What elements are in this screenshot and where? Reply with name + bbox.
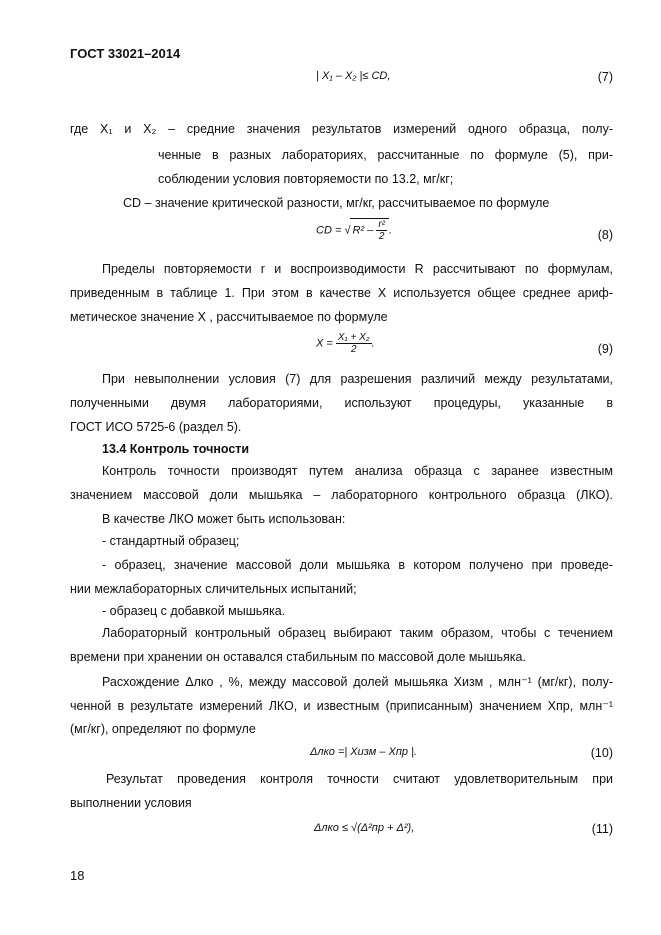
equation-7-number: (7) [597, 70, 613, 84]
paragraph-2-line-3: ГОСТ ИСО 5725-6 (раздел 5). [70, 420, 242, 434]
equation-7: | X₁ – X₂ |≤ CD, [316, 70, 391, 82]
paragraph-3-line-1: Контроль точности производят путем анализа образца с заранее известным [102, 464, 613, 478]
where-line-2: ченные в разных лабораториях, рассчитанные по формуле (5), при- [158, 148, 613, 162]
equation-8-radicand: R² – [352, 224, 374, 237]
equation-8-denominator: 2 [378, 231, 385, 242]
bullet-2-line-2: нии межлабораторных сличительных испытаний; [70, 582, 357, 596]
page-number: 18 [70, 868, 85, 883]
equation-11-number: (11) [591, 822, 613, 836]
bullet-2-line-1: - образец, значение массовой доли мышьяка в котором получено при проведе- [102, 558, 613, 572]
equation-8-lhs: CD = [316, 224, 342, 237]
paragraph-2-line-1: При невыполнении условия (7) для разрешения различий между результатами, [102, 372, 613, 386]
equation-9-lhs: X = [316, 337, 333, 350]
equation-8-number: (8) [597, 228, 613, 242]
paragraph-3-line-2: значением массовой доли мышьяка – лабораторного контрольного образца (ЛКО). [70, 488, 613, 502]
paragraph-2-line-2: полученными двумя лабораториями, используют процедуры, указанные в [70, 396, 613, 410]
paragraph-1-line-2: приведенным в таблице 1. При этом в качестве X используется общее среднее ариф- [70, 286, 613, 300]
document-header: ГОСТ 33021–2014 [70, 46, 181, 61]
equation-9-numerator: X₁ + X₂ [337, 332, 370, 343]
where-line-1: где X₁ и X₂ – средние значения результатов измерений одного образца, полу- [70, 122, 613, 136]
equation-8-tail: . [389, 224, 393, 237]
paragraph-7-line-2: выполнении условия [70, 796, 192, 810]
paragraph-5-line-1: Лабораторный контрольный образец выбирают таким образом, чтобы с течением [102, 626, 613, 640]
bullet-1: - стандартный образец; [102, 534, 240, 548]
equation-8: CD = √ R² – $\frac{\text{r²}}{2}$ . [316, 219, 393, 242]
equation-11: Δлко ≤ √(Δ²пр + Δ²), [314, 822, 415, 834]
paragraph-1-line-3: метическое значение X , рассчитываемое по формуле [70, 310, 388, 324]
equation-9-tail: . [371, 337, 375, 350]
paragraph-1-line-1: Пределы повторяемости r и воспроизводимости R рассчитывают по формулам, [102, 262, 613, 276]
bullet-3: - образец с добавкой мышьяка. [102, 604, 286, 618]
equation-9 [316, 332, 375, 355]
paragraph-5-line-2: времени при хранении он оставался стабильным по массовой доле мышьяка. [70, 650, 526, 664]
paragraph-6-line-3: (мг/кг), определяют по формуле [70, 722, 256, 736]
paragraph-7-line-1: Результат проведения контроля точности считают удовлетворительным при [106, 772, 613, 786]
section-heading: 13.4 Контроль точности [102, 442, 250, 456]
equation-10-number: (10) [590, 746, 613, 760]
equation-8-numerator: r² [378, 219, 385, 230]
paragraph-6-line-2: ченной в результате измерений ЛКО, и известным (приписанным) значением Xпр, млн⁻¹ [70, 699, 613, 713]
cd-definition: CD – значение критической разности, мг/кг, рассчитываемое по формуле [123, 196, 550, 210]
where-line-3: соблюдении условия повторяемости по 13.2, мг/кг; [158, 172, 454, 186]
equation-10: Δлко =| Xизм – Xпр |. [310, 746, 417, 758]
paragraph-6-line-1: Расхождение Δлко , %, между массовой долей мышьяка Xизм , млн⁻¹ (мг/кг), полу- [102, 675, 613, 689]
paragraph-4: В качестве ЛКО может быть использован: [102, 512, 346, 526]
equation-9-denominator: 2 [350, 344, 357, 355]
equation-9-number: (9) [597, 342, 613, 356]
